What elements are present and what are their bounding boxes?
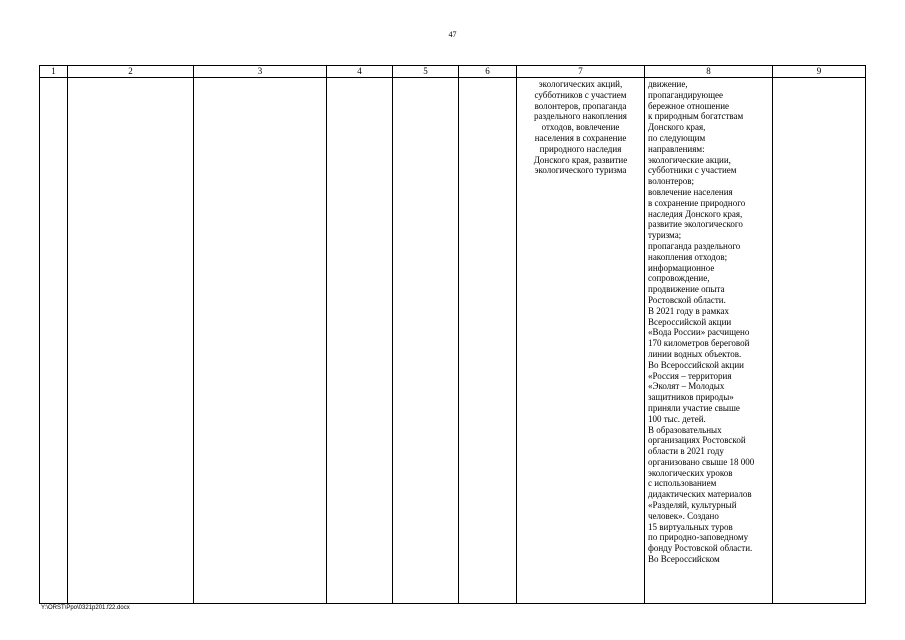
text-line: Во Всероссийском [648,554,720,565]
text-line: волонтеров; [648,176,695,187]
file-path: Y:\ORST\Ppo\0321p201.f22.docx [41,605,130,611]
text-line: информационное [648,262,715,273]
text-line: человек». Создано [648,510,719,521]
text-line: Донского края, [648,122,706,133]
text-line: населения в сохранение [534,132,627,143]
table-cell-col7 [517,78,645,604]
text-line: по природно-заповедному [648,532,749,543]
column-number: 7 [517,66,645,78]
text-line: В 2021 году в рамках [648,305,729,316]
text-line: защитников природы» [648,392,734,403]
page-number: 47 [448,30,457,39]
text-line: экологического туризма [534,165,627,176]
text-line: экологические акции, [648,154,731,165]
column-number: 6 [459,66,517,78]
text-line: волонтеров, пропаганда [534,100,627,111]
column-number: 1 [40,66,68,78]
text-line: «Эколят – Молодых [648,381,725,392]
table-cell-col5 [393,78,459,604]
text-line: субботников с участием [534,89,627,100]
text-line: линии водных объектов. [648,348,742,359]
text-line: приняли участие свыше [648,402,740,413]
text-line: Ростовской области. [648,294,726,305]
text-line: продвижение опыта [648,284,725,295]
text-line: экологических уроков [648,467,733,478]
table-cell-col6 [459,78,517,604]
text-line: в сохранение природного [648,197,746,208]
text-line: организациях Ростовской [648,435,746,446]
text-line: 100 тыс. детей. [648,413,706,424]
text-line: В образовательных [648,424,722,435]
text-line: Во Всероссийской акции [648,359,744,370]
text-line: пропаганда раздельного [648,240,741,251]
table-cell-col4 [327,78,393,604]
text-line: «Россия – территория [648,370,732,381]
text-line: природного наследия [539,143,622,154]
text-line: отходов, вовлечение [541,122,620,133]
text-line: с использованием [648,478,717,489]
text-line: по следующим [648,132,706,143]
text-line: экологических акций, [538,79,623,89]
text-line: фонду Ростовской области. [648,543,753,554]
col8-text [645,78,772,565]
data-table [39,65,866,604]
text-line: 15 виртуальных туров [648,521,733,532]
text-line: туризма; [648,230,682,241]
text-line: области в 2021 году [648,446,724,457]
text-line: раздельного накопления [534,111,627,122]
text-line: пропагандирующее [648,89,724,100]
text-line: к природным богатствам [648,111,744,122]
column-number: 3 [194,66,327,78]
column-number-row [40,66,866,78]
text-line: «Вода России» расчищено [648,327,750,338]
text-line: организовано свыше 18 000 [648,456,755,467]
table-cell-col1 [40,78,68,604]
table-cell-col3 [194,78,327,604]
column-number: 8 [645,66,773,78]
text-line: субботники с участием [648,165,737,176]
text-line: накопления отходов; [648,251,728,262]
text-line: вовлечение населения [648,186,733,197]
column-number: 2 [68,66,194,78]
col7-text [517,78,644,176]
text-line: движение, [648,79,688,89]
table-cell-col9 [773,78,866,604]
text-line: развитие экологического [648,219,743,230]
table-row [40,78,866,604]
text-line: 170 километров береговой [648,338,750,349]
text-line: бережное отношение [648,100,730,111]
text-line: Донского края, развитие [533,154,628,165]
table-cell-col8 [645,78,773,604]
text-line: Всероссийской акции [648,316,732,327]
text-line: наследия Донского края, [648,208,743,219]
column-number: 9 [773,66,866,78]
text-line: направлениям: [648,143,705,154]
text-line: «Разделяй, культурный [648,500,737,511]
table-cell-col2 [68,78,194,604]
text-line: дидактических материалов [648,489,752,500]
column-number: 5 [393,66,459,78]
text-line: сопровождение, [648,273,710,284]
column-number: 4 [327,66,393,78]
